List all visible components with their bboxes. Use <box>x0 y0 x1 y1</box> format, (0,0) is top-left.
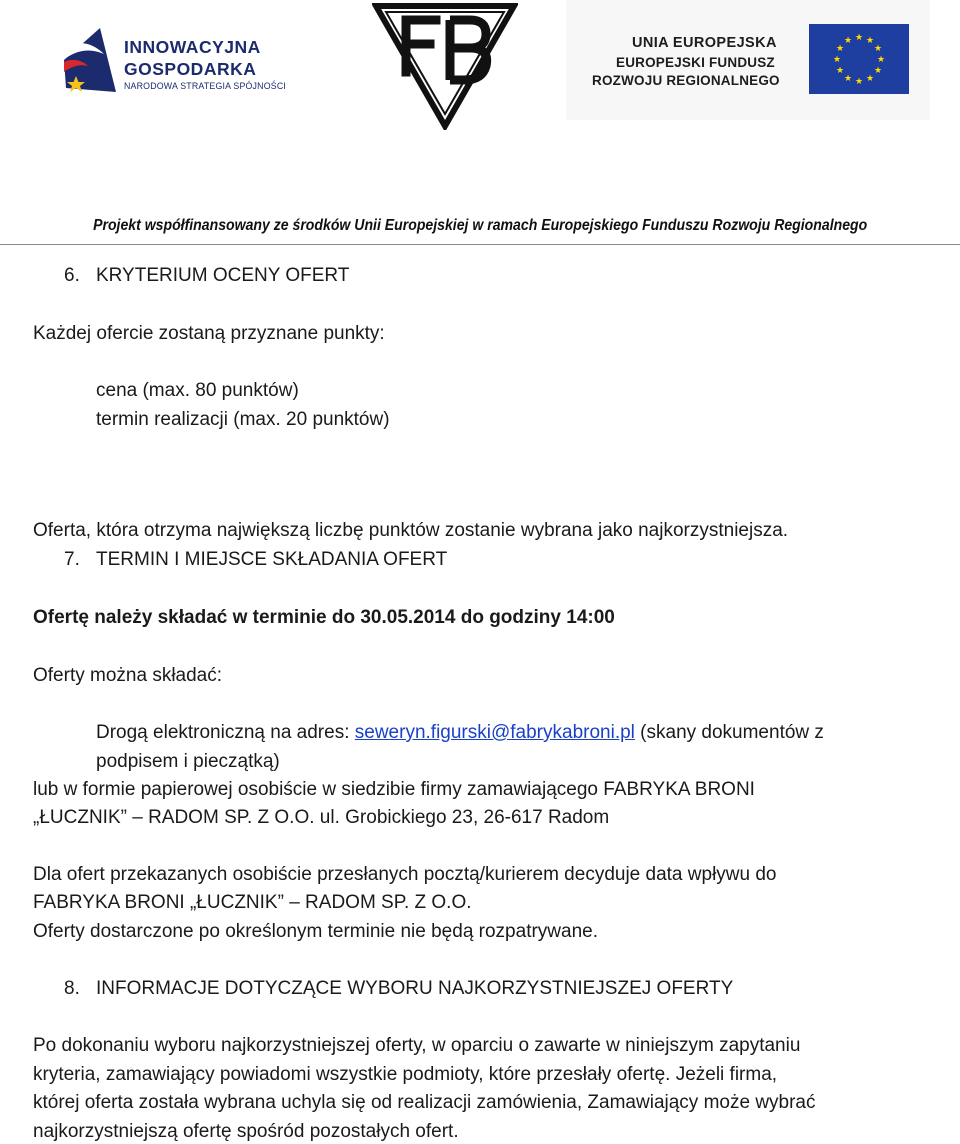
svg-text:★: ★ <box>854 77 864 87</box>
section6-heading: KRYTERIUM OCENY OFERT <box>96 265 350 286</box>
ig-logo-line2: GOSPODARKA <box>124 59 257 79</box>
eu-flag-icon <box>809 24 909 94</box>
section6-intro: Każdej ofercie zostaną przyznane punkty: <box>33 323 385 344</box>
electronic-submission-line <box>96 721 824 745</box>
section8-paragraph-line: kryteria, zamawiający powiadomi wszystkie podmioty, które przesłały ofertę. Jeżeli firma, <box>33 1064 778 1085</box>
section7-heading: TERMIN I MIEJSCE SKŁADANIA OFERT <box>96 549 448 570</box>
svg-text:★: ★ <box>865 36 875 46</box>
svg-text:★: ★ <box>832 55 842 65</box>
svg-text:★: ★ <box>835 44 845 54</box>
svg-text:★: ★ <box>873 66 883 76</box>
section7-heading-number: 7. <box>64 549 80 570</box>
fb-shield-icon <box>372 2 518 130</box>
paper-submission-line1: lub w formie papierowej osobiście w siedzibie firmy zamawiającego FABRYKA BRONI <box>33 779 755 800</box>
fabryka-broni-logo <box>372 2 518 130</box>
ig-logo-mark-icon <box>60 18 122 98</box>
mail-submission-line1: Dla ofert przekazanych osobiście przesłanych pocztą/kurierem decyduje data wpływu do <box>33 864 777 885</box>
ig-logo-line3: NARODOWA STRATEGIA SPÓJNOŚCI <box>124 81 287 91</box>
section8-paragraph-line: której oferta została wybrana uchyla się od realizacji zamówienia, Zamawiający może wybrać <box>33 1092 816 1113</box>
section6-outro: Oferta, która otrzyma największą liczbę punktów zostanie wybrana jako najkorzystniejsza. <box>33 520 789 541</box>
svg-text:★: ★ <box>873 44 883 54</box>
svg-text:★: ★ <box>876 55 886 65</box>
ue-logo-line3: ROZWOJU REGIONALNEGO <box>592 73 780 88</box>
criterion-item-time: termin realizacji (max. 20 punktów) <box>96 409 390 430</box>
late-offers-note: Oferty dostarczone po określonym terminie nie będą rozpatrywane. <box>33 921 598 942</box>
ue-logo-line2: EUROPEJSKI FUNDUSZ <box>616 55 775 70</box>
innowacyjna-gospodarka-logo <box>60 18 290 98</box>
paper-submission-line2: „ŁUCZNIK” – RADOM SP. Z O.O. ul. Grobickiego 23, 26-617 Radom <box>33 807 610 828</box>
electronic-prefix: Drogą elektroniczną na adres: <box>96 722 355 743</box>
header-divider <box>0 244 960 245</box>
section8-heading: INFORMACJE DOTYCZĄCE WYBORU NAJKORZYSTNIEJSZEJ OFERTY <box>96 978 734 999</box>
funding-statement: Projekt współfinansowany ze środków Unii Europejskiej w ramach Europejskiego Funduszu Rozwoju Regionalnego <box>93 217 868 234</box>
offer-deadline: Ofertę należy składać w terminie do 30.05.2014 do godziny 14:00 <box>33 607 615 628</box>
svg-text:★: ★ <box>843 74 853 84</box>
svg-text:★: ★ <box>835 66 845 76</box>
section8-paragraph-line: Po dokonaniu wyboru najkorzystniejszej oferty, w oparciu o zawarte w niniejszym zapytaniu <box>33 1035 801 1056</box>
unia-europejska-logo <box>566 0 930 120</box>
mail-submission-line2: FABRYKA BRONI „ŁUCZNIK” – RADOM SP. Z O.O. <box>33 892 472 913</box>
svg-text:★: ★ <box>854 33 864 43</box>
section6-heading-number: 6. <box>64 265 80 286</box>
email-link[interactable]: seweryn.figurski@fabrykabroni.pl <box>354 722 635 743</box>
section8-paragraph-line: najkorzystniejszą ofertę spośród pozostałych ofert. <box>33 1121 459 1142</box>
criterion-item-price: cena (max. 80 punktów) <box>96 380 299 401</box>
submission-methods-intro: Oferty można składać: <box>33 665 223 686</box>
ig-logo-line1: INNOWACYJNA <box>124 37 261 57</box>
section8-heading-number: 8. <box>64 978 80 999</box>
svg-text:★: ★ <box>843 36 853 46</box>
svg-text:★: ★ <box>865 74 875 84</box>
electronic-suffix: (skany dokumentów z <box>634 722 824 743</box>
electronic-submission-line2: podpisem i pieczątką) <box>96 751 280 772</box>
ue-logo-line1: UNIA EUROPEJSKA <box>632 35 777 51</box>
